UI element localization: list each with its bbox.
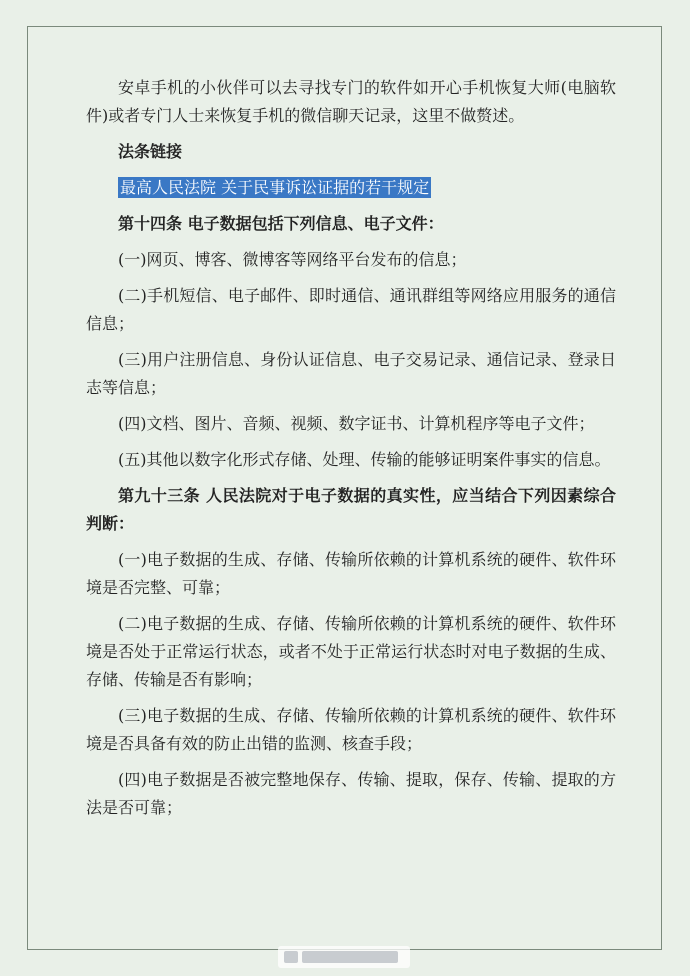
article-93-title: 第九十三条 人民法院对于电子数据的真实性，应当结合下列因素综合判断： bbox=[86, 486, 616, 533]
article-14-item-3: (三)用户注册信息、身份认证信息、电子交易记录、通信记录、登录日志等信息； bbox=[86, 350, 616, 397]
article-14-title: 第十四条 电子数据包括下列信息、电子文件： bbox=[118, 214, 444, 233]
article-93-item-1: (一)电子数据的生成、存储、传输所依赖的计算机系统的硬件、软件环境是否完整、可靠； bbox=[86, 550, 616, 597]
watermark-text-block bbox=[302, 951, 398, 963]
document-body bbox=[86, 74, 616, 830]
article-14-item-4: (四)文档、图片、音频、视频、数字证书、计算机程序等电子文件； bbox=[118, 414, 595, 433]
article-93-item-4: (四)电子数据是否被完整地保存、传输、提取，保存、传输、提取的方法是否可靠； bbox=[86, 770, 616, 817]
law-link[interactable]: 最高人民法院 关于民事诉讼证据的若干规定 bbox=[120, 178, 430, 197]
article-14-item-2: (二)手机短信、电子邮件、即时通信、通讯群组等网络应用服务的通信信息； bbox=[86, 286, 616, 333]
link-line bbox=[86, 174, 616, 202]
watermark bbox=[278, 946, 410, 968]
article-14-item-1: (一)网页、博客、微博客等网络平台发布的信息； bbox=[118, 250, 467, 269]
article-14-item-5: (五)其他以数字化形式存储、处理、传输的能够证明案件事实的信息。 bbox=[118, 450, 611, 469]
section-heading: 法条链接 bbox=[118, 142, 183, 161]
article-93-item-2: (二)电子数据的生成、存储、传输所依赖的计算机系统的硬件、软件环境是否处于正常运行状态，或者不处于正常运行状态时对电子数据的生成、存储、传输是否有影响； bbox=[86, 614, 616, 689]
article-93-item-3: (三)电子数据的生成、存储、传输所依赖的计算机系统的硬件、软件环境是否具备有效的防止出错的监测、核查手段； bbox=[86, 706, 616, 753]
watermark-logo-icon bbox=[284, 951, 298, 963]
intro-paragraph: 安卓手机的小伙伴可以去寻找专门的软件如开心手机恢复大师(电脑软件)或者专门人士来恢复手机的微信聊天记录，这里不做赘述。 bbox=[86, 78, 616, 125]
